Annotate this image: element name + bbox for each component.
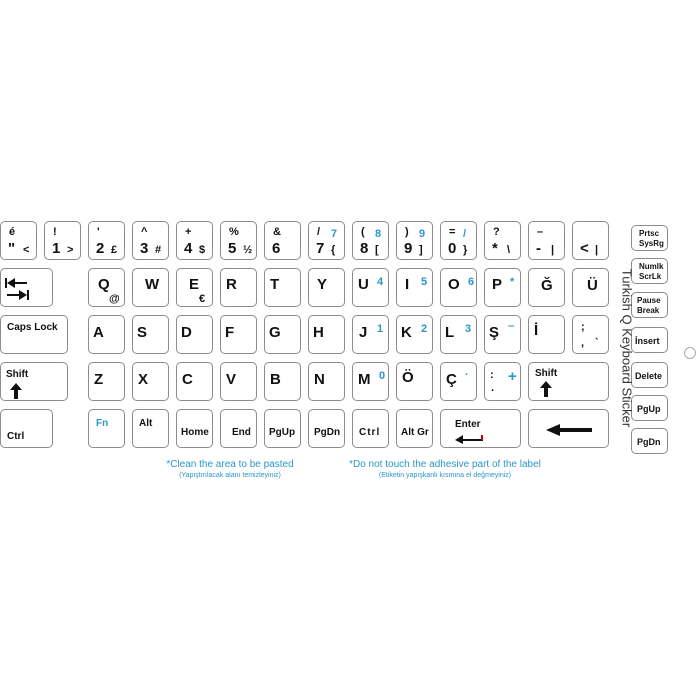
key-u-num: 4 — [377, 276, 384, 288]
key-q[interactable] — [88, 268, 125, 307]
key-s[interactable] — [132, 315, 169, 354]
key-semicolon-bl: , — [581, 337, 585, 349]
number-key-main: - — [536, 240, 541, 257]
key-g[interactable] — [264, 315, 301, 354]
key-o[interactable] — [440, 268, 477, 307]
number-key-top: = — [449, 226, 456, 238]
key-j-label: J — [359, 324, 368, 341]
pause-label-2: Break — [637, 306, 660, 315]
note-clean — [140, 459, 320, 479]
key-colon-top: : — [490, 369, 494, 381]
number-key-top: ^ — [141, 226, 148, 238]
key-x-label: X — [138, 371, 149, 388]
key-z[interactable] — [88, 362, 125, 401]
number-key-top: & — [273, 226, 281, 238]
pgup-key[interactable] — [264, 409, 301, 448]
key-j[interactable] — [352, 315, 389, 354]
number-key-2[interactable] — [88, 221, 125, 260]
alt-gr-label: Alt Gr — [401, 427, 429, 438]
key-r[interactable] — [220, 268, 257, 307]
number-key-main: 6 — [272, 240, 281, 257]
key-o-label: O — [448, 276, 460, 293]
number-key-main: 9 — [404, 240, 413, 257]
number-key-0[interactable] — [0, 221, 37, 260]
number-key-main: " — [8, 240, 16, 257]
alt-key[interactable] — [132, 409, 169, 448]
key-h[interactable] — [308, 315, 345, 354]
key-u-uml-label: Ü — [587, 277, 598, 294]
caps-lock-key[interactable] — [0, 315, 68, 354]
number-key-top: % — [229, 226, 239, 238]
key-i-label: I — [405, 276, 410, 293]
number-key-1[interactable] — [44, 221, 81, 260]
fn-label: Fn — [96, 418, 109, 429]
hanger-hole — [684, 347, 696, 359]
key-q-label: Q — [98, 276, 110, 293]
pgup-side-key[interactable] — [631, 395, 668, 421]
number-key-alt: { — [331, 244, 336, 256]
note-clean-sub: (Yapıştırılacak alanı temizleyiniz) — [179, 472, 281, 479]
key-s-cedilla[interactable] — [484, 315, 521, 354]
key-l[interactable] — [440, 315, 477, 354]
key-p-label: P — [492, 276, 503, 293]
key-u[interactable] — [352, 268, 389, 307]
key-c-cedilla[interactable] — [440, 362, 477, 401]
fn-key[interactable] — [88, 409, 125, 448]
number-key-main: 2 — [96, 240, 105, 257]
side-title — [620, 248, 634, 448]
alt-gr-key[interactable] — [396, 409, 433, 448]
note-adhesive-sub: (Etiketin yapışkanlı kısmına el değmeyiniz) — [378, 472, 512, 479]
key-g-label: G — [269, 324, 281, 341]
key-p-num: * — [510, 276, 515, 288]
number-key-num: / — [463, 228, 467, 240]
pgdn-label: PgDn — [314, 427, 341, 438]
number-key-alt: $ — [199, 244, 206, 256]
numlk-label-2: ScrLk — [639, 272, 662, 281]
tab-arrows-icon — [5, 278, 29, 300]
key-g-breve-label: Ğ — [541, 277, 553, 294]
number-key-7[interactable] — [308, 221, 345, 260]
number-key-6[interactable] — [264, 221, 301, 260]
key-o-uml-label: Ö — [402, 369, 414, 386]
pgup-label: PgUp — [269, 427, 296, 438]
pgdn-side-key[interactable] — [631, 428, 668, 454]
key-y[interactable] — [308, 268, 345, 307]
tab-key[interactable] — [0, 268, 53, 307]
insert-label: İnsert — [635, 336, 660, 346]
number-key-4[interactable] — [176, 221, 213, 260]
right-ctrl-key[interactable] — [352, 409, 389, 448]
key-c[interactable] — [176, 362, 213, 401]
pgdn-key[interactable] — [308, 409, 345, 448]
key-colon-bl: . — [491, 382, 495, 394]
key-i-num: 5 — [421, 276, 428, 288]
number-key-alt: \ — [507, 244, 511, 256]
number-key-main: 0 — [448, 240, 457, 257]
key-a[interactable] — [88, 315, 125, 354]
number-key-alt: | — [595, 244, 599, 256]
number-key-12[interactable] — [528, 221, 565, 260]
key-semicolon[interactable] — [572, 315, 609, 354]
key-colon[interactable] — [484, 362, 521, 401]
key-z-label: Z — [94, 371, 104, 388]
number-key-alt: # — [155, 244, 162, 256]
home-key[interactable] — [176, 409, 213, 448]
key-v-label: V — [226, 371, 237, 388]
key-k[interactable] — [396, 315, 433, 354]
key-m-label: M — [358, 371, 371, 388]
number-key-main: 7 — [316, 240, 325, 257]
number-key-alt: < — [23, 244, 30, 256]
number-key-top: ( — [361, 226, 365, 238]
key-o-uml[interactable] — [396, 362, 433, 401]
number-key-3[interactable] — [132, 221, 169, 260]
right-shift-arrow-icon — [540, 381, 552, 397]
key-g-breve[interactable] — [528, 268, 565, 307]
enter-label: Enter — [455, 419, 481, 430]
key-w-label: W — [145, 276, 160, 293]
caps-lock-label: Caps Lock — [7, 322, 58, 333]
number-key-top: – — [537, 226, 544, 238]
home-label: Home — [181, 427, 209, 438]
note-clean-main: *Clean the area to be pasted — [166, 459, 294, 470]
number-key-top: ' — [97, 226, 100, 238]
key-s-cedilla-label: Ş — [489, 324, 500, 341]
key-i[interactable] — [396, 268, 433, 307]
delete-key[interactable] — [631, 362, 668, 388]
number-key-main: 3 — [140, 240, 149, 257]
key-b-label: B — [270, 371, 281, 388]
key-p[interactable] — [484, 268, 521, 307]
end-label: End — [232, 427, 251, 438]
key-t-label: T — [270, 276, 280, 293]
key-l-label: L — [445, 324, 455, 341]
number-key-top: + — [185, 226, 192, 238]
number-key-top: ) — [405, 226, 409, 238]
key-colon-num: + — [508, 368, 517, 385]
number-key-top: / — [317, 226, 321, 238]
key-s-cedilla-num: – — [508, 320, 515, 332]
shift-arrow-icon — [10, 383, 22, 399]
key-m-num: 0 — [379, 370, 386, 382]
number-key-num: 9 — [419, 228, 426, 240]
number-key-alt: ] — [419, 244, 423, 256]
key-c-cedilla-num: . — [465, 366, 469, 378]
numlk-label-1: Numlk — [639, 262, 664, 271]
number-key-alt: } — [463, 244, 468, 256]
key-f-label: F — [225, 324, 235, 341]
note-adhesive — [330, 459, 560, 479]
key-semicolon-top: ; — [581, 321, 585, 333]
backspace-key[interactable] — [528, 409, 609, 448]
key-n-label: N — [314, 371, 325, 388]
number-key-8[interactable] — [352, 221, 389, 260]
right-ctrl-label: Ctrl — [359, 427, 381, 438]
key-x[interactable] — [132, 362, 169, 401]
number-key-alt: £ — [111, 244, 118, 256]
key-d-label: D — [181, 324, 192, 341]
number-key-13[interactable] — [572, 221, 609, 260]
number-key-11[interactable] — [484, 221, 521, 260]
pgdn-side-label: PgDn — [637, 437, 661, 447]
number-key-main: 5 — [228, 240, 237, 257]
right-shift-key[interactable] — [528, 362, 609, 401]
side-title-text: Turkish Q Keyboard Sticker — [619, 268, 635, 428]
shift-label: Shift — [6, 369, 29, 380]
key-l-num: 3 — [465, 323, 472, 335]
number-key-9[interactable] — [396, 221, 433, 260]
key-a-label: A — [93, 324, 104, 341]
key-b[interactable] — [264, 362, 301, 401]
key-j-num: 1 — [377, 323, 384, 335]
key-semicolon-br: ` — [595, 337, 599, 349]
number-key-alt: [ — [375, 244, 379, 256]
alt-label: Alt — [139, 418, 153, 429]
prtsc-label-2: SysRg — [639, 239, 664, 248]
backspace-arrow-icon — [546, 424, 592, 436]
key-r-label: R — [226, 276, 237, 293]
pause-label-1: Pause — [637, 296, 661, 305]
key-i-dot[interactable] — [528, 315, 565, 354]
key-o-num: 6 — [468, 276, 475, 288]
ctrl-label: Ctrl — [7, 431, 25, 442]
key-e[interactable] — [176, 268, 213, 307]
key-e-alt: € — [199, 293, 206, 305]
key-h-label: H — [313, 324, 324, 341]
key-c-label: C — [182, 371, 193, 388]
key-u-uml[interactable] — [572, 268, 609, 307]
number-key-num: 8 — [375, 228, 382, 240]
number-key-top: ? — [493, 226, 500, 238]
left-shift-key[interactable] — [0, 362, 68, 401]
prtsc-label-1: Prtsc — [639, 229, 660, 238]
key-k-label: K — [401, 324, 412, 341]
numlk-key[interactable] — [631, 258, 668, 284]
key-u-label: U — [358, 276, 369, 293]
key-n[interactable] — [308, 362, 345, 401]
number-key-main: < — [580, 240, 589, 257]
key-m[interactable] — [352, 362, 389, 401]
number-key-main: 1 — [52, 240, 61, 257]
enter-key[interactable] — [440, 409, 521, 448]
number-key-alt: | — [551, 244, 555, 256]
number-key-main: * — [492, 240, 498, 257]
number-key-top: é — [9, 226, 16, 238]
number-key-10[interactable] — [440, 221, 477, 260]
key-q-alt: @ — [109, 293, 120, 305]
number-key-5[interactable] — [220, 221, 257, 260]
pause-key[interactable] — [631, 292, 668, 318]
right-shift-label: Shift — [535, 368, 558, 379]
number-key-alt: ½ — [243, 244, 253, 256]
end-key[interactable] — [220, 409, 257, 448]
key-c-cedilla-label: Ç — [446, 371, 457, 388]
left-ctrl-key[interactable] — [0, 409, 53, 448]
key-e-label: E — [189, 276, 200, 293]
enter-arrow-icon — [455, 434, 485, 444]
key-v[interactable] — [220, 362, 257, 401]
key-k-num: 2 — [421, 323, 428, 335]
prtsc-key[interactable] — [631, 225, 668, 251]
key-d[interactable] — [176, 315, 213, 354]
delete-label: Delete — [635, 371, 663, 381]
number-key-main: 4 — [184, 240, 193, 257]
key-f[interactable] — [220, 315, 257, 354]
number-key-num: 7 — [331, 228, 338, 240]
number-key-main: 8 — [360, 240, 369, 257]
insert-key[interactable] — [631, 327, 668, 353]
number-key-alt: > — [67, 244, 74, 256]
key-i-dot-label: İ — [534, 322, 539, 339]
key-y-label: Y — [317, 276, 328, 293]
note-adhesive-main: *Do not touch the adhesive part of the label — [349, 459, 541, 470]
key-t[interactable] — [264, 268, 301, 307]
key-w[interactable] — [132, 268, 169, 307]
key-s-label: S — [137, 324, 148, 341]
number-key-top: ! — [53, 226, 57, 238]
pgup-side-label: PgUp — [637, 404, 661, 414]
